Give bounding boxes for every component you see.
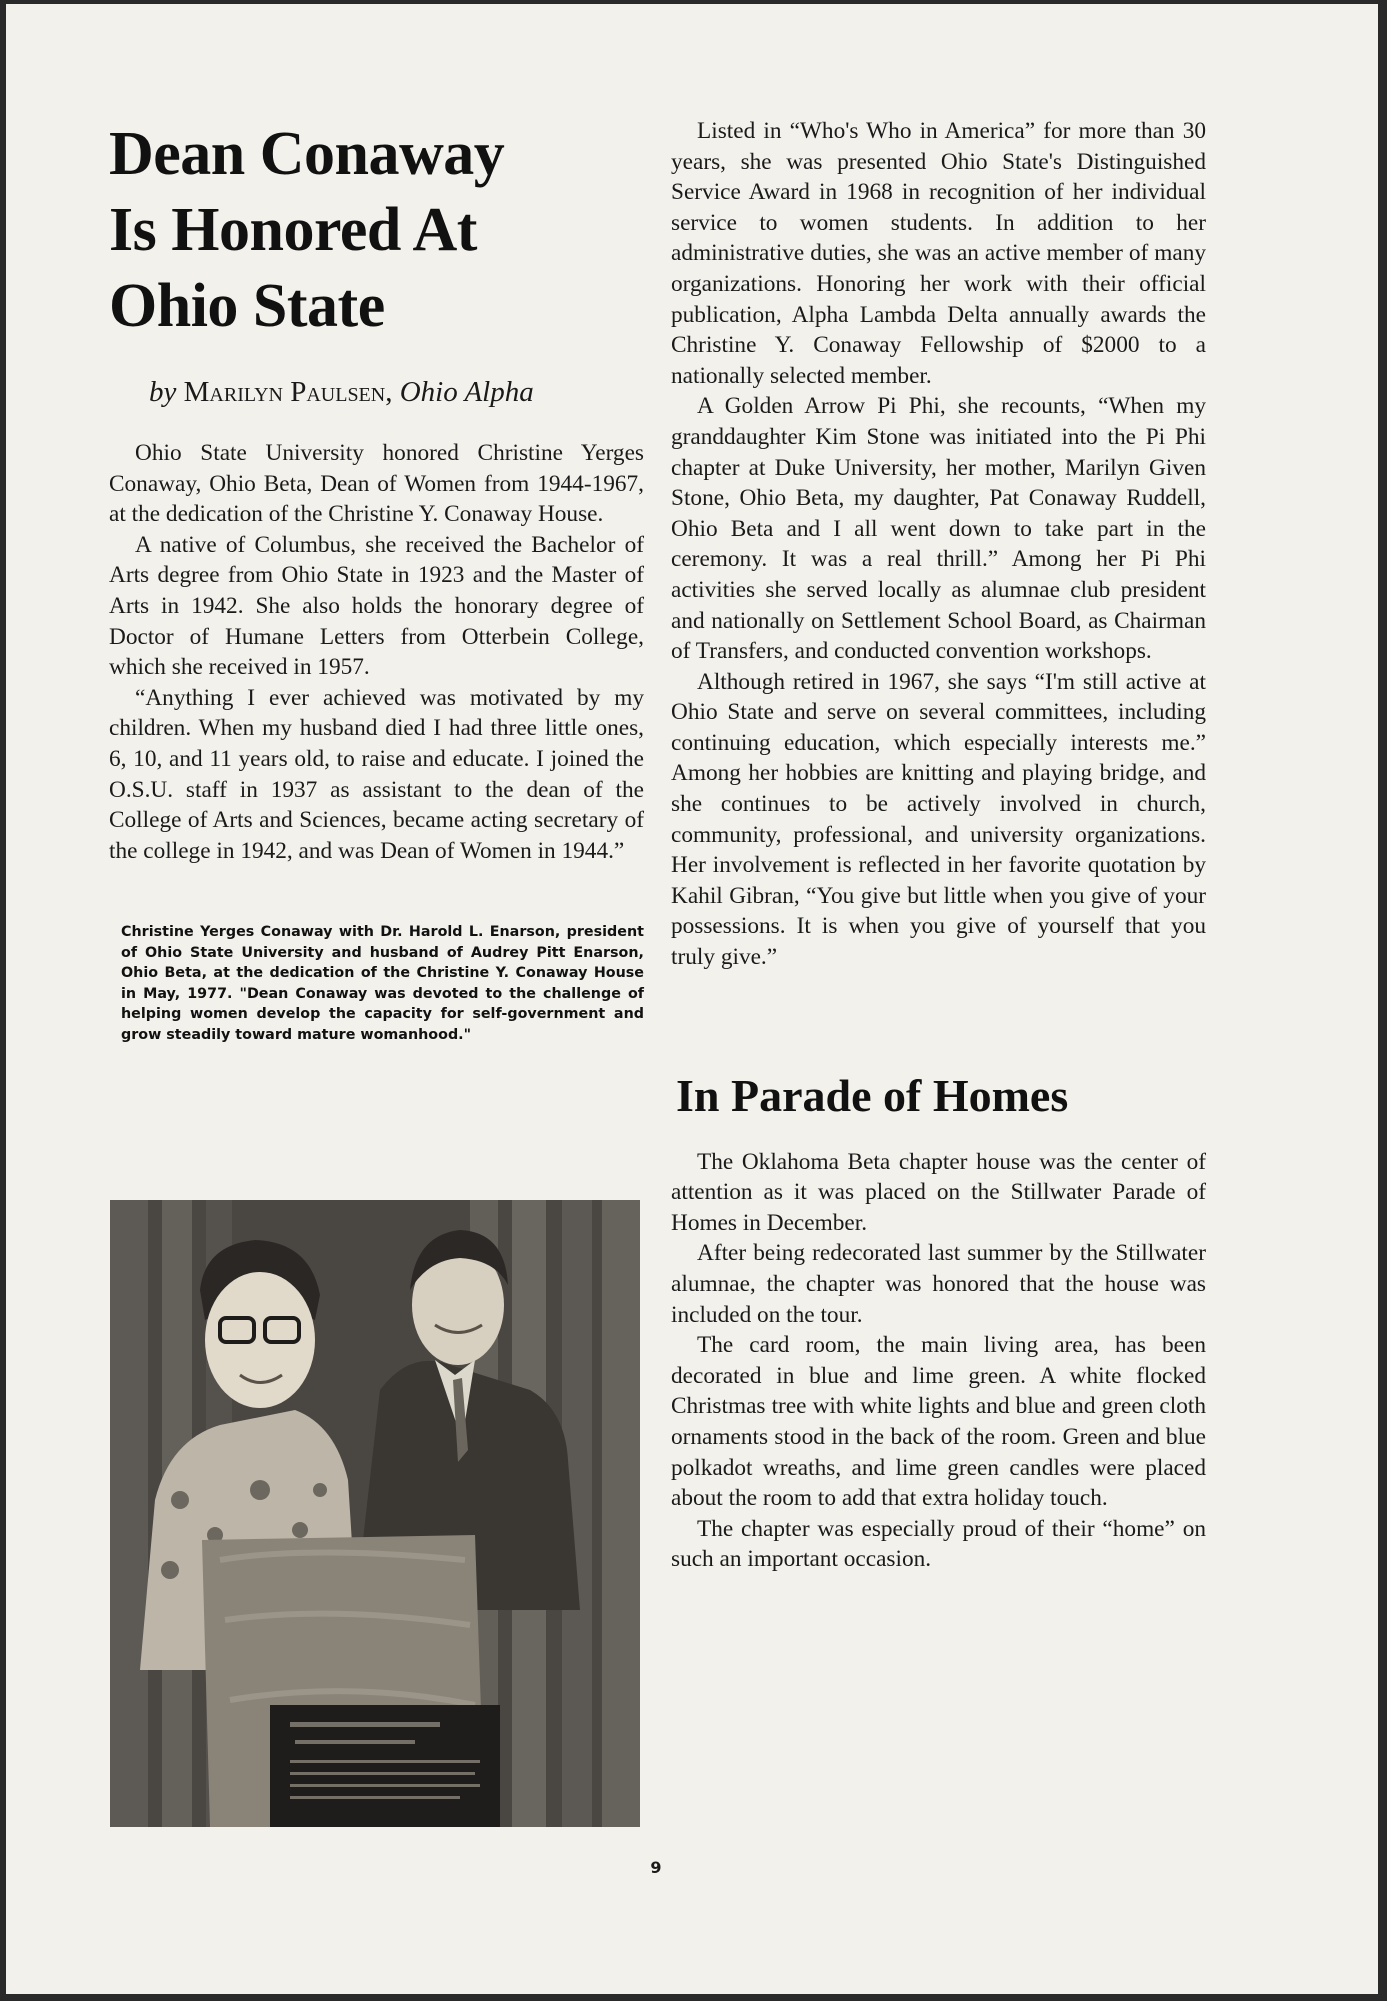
headline-line: Dean Conaway xyxy=(109,120,505,188)
body-paragraph: Ohio State University honored Christine Yerges Conaway, Ohio Beta, Dean of Women from 1944-1967, at the dedication of the Christine Y. Conaway House. xyxy=(109,440,644,528)
article-continuation xyxy=(671,116,1206,973)
parade-of-homes-body xyxy=(671,1147,1206,1575)
page-number: 9 xyxy=(650,1858,662,1877)
body-paragraph: A Golden Arrow Pi Phi, she recounts, “When my granddaughter Kim Stone was initiated into the Pi Phi chapter at Duke University, her mother, Marilyn Given Stone, Ohio Beta, my daughter, Pat Conaway Ruddell, Ohio Beta and I all went down to take part in the ceremony. It was a real thrill.” Among her Pi Phi activities she served locally as alumnae club president and nationally on Settlement School Board, as Chairman of Transfers, and conducted convention workshops. xyxy=(671,393,1206,665)
byline xyxy=(149,374,644,410)
headline-line: Is Honored At xyxy=(109,196,477,264)
article-headline xyxy=(109,116,644,344)
photo-caption: Christine Yerges Conaway with Dr. Harold L. Enarson, president of Ohio State University and husband of Audrey Pitt Enarson, Ohio Beta, at the dedication of the Christine Y. Conaway House in May, 1977. "Dean Conaway was devoted to the challenge of helping women develop the capacity for self-government and grow steadily toward mature womanhood." xyxy=(121,924,644,1043)
byline-chapter: Ohio Alpha xyxy=(399,376,534,408)
body-paragraph: The chapter was especially proud of their “home” on such an important occasion. xyxy=(671,1515,1206,1573)
magazine-page xyxy=(6,4,1378,1994)
photo-illustration xyxy=(110,1200,640,1827)
body-paragraph: Although retired in 1967, she says “I'm still active at Ohio State and serve on several committees, including continuing education, which especially interests me.” Among her hobbies are knitting and playing bridge, and she continues to be actively involved in church, community, professional, and university organizations. Her involvement is reflected in her favorite quotation by Kahil Gibran, “You give but little when you give of your possessions. It is when you give of yourself that you truly give.” xyxy=(671,668,1206,971)
left-column xyxy=(109,116,644,1045)
body-paragraph: “Anything I ever achieved was motivated by my children. When my husband died I had three little ones, 6, 10, and 11 years old, to raise and educate. I joined the O.S.U. staff in 1937 as assistant to the dean of the College of Arts and Sciences, became acting secretary of the college in 1942, and was Dean of Women in 1944.” xyxy=(109,684,644,864)
byline-author: Marilyn Paulsen, xyxy=(183,376,393,408)
article-body xyxy=(109,438,644,866)
parade-of-homes-headline: In Parade of Homes xyxy=(676,1069,1069,1121)
body-paragraph: The card room, the main living area, has been decorated in blue and lime green. A white flocked Christmas tree with white lights and blue and green cloth ornaments stood in the back of the room. Green and blue polkadot wreaths, and lime green candles were placed about the room to add that extra holiday touch. xyxy=(671,1332,1206,1512)
headline-line: Ohio State xyxy=(109,272,385,340)
body-paragraph: Listed in “Who's Who in America” for more than 30 years, she was presented Ohio State's Distinguished Service Award in 1968 in recognition of her individual service to women students. In addition to her administrative duties, she was an active member of many organizations. Honoring her work with their official publication, Alpha Lambda Delta annually awards the Christine Y. Conaway Fellowship of $2000 to a nationally selected member. xyxy=(671,118,1206,389)
byline-by: by xyxy=(149,376,177,408)
right-column xyxy=(671,116,1206,1575)
body-paragraph: A native of Columbus, she received the Bachelor of Arts degree from Ohio State in 1923 and the Master of Arts in 1942. She also holds the honorary degree of Doctor of Humane Letters from Otterbein College, which she received in 1957. xyxy=(109,531,644,681)
body-paragraph: The Oklahoma Beta chapter house was the center of attention as it was placed on the Stillwater Parade of Homes in December. xyxy=(671,1148,1206,1236)
body-paragraph: After being redecorated last summer by the Stillwater alumnae, the chapter was honored that the house was included on the tour. xyxy=(671,1240,1206,1328)
dedication-photo xyxy=(110,1200,640,1827)
